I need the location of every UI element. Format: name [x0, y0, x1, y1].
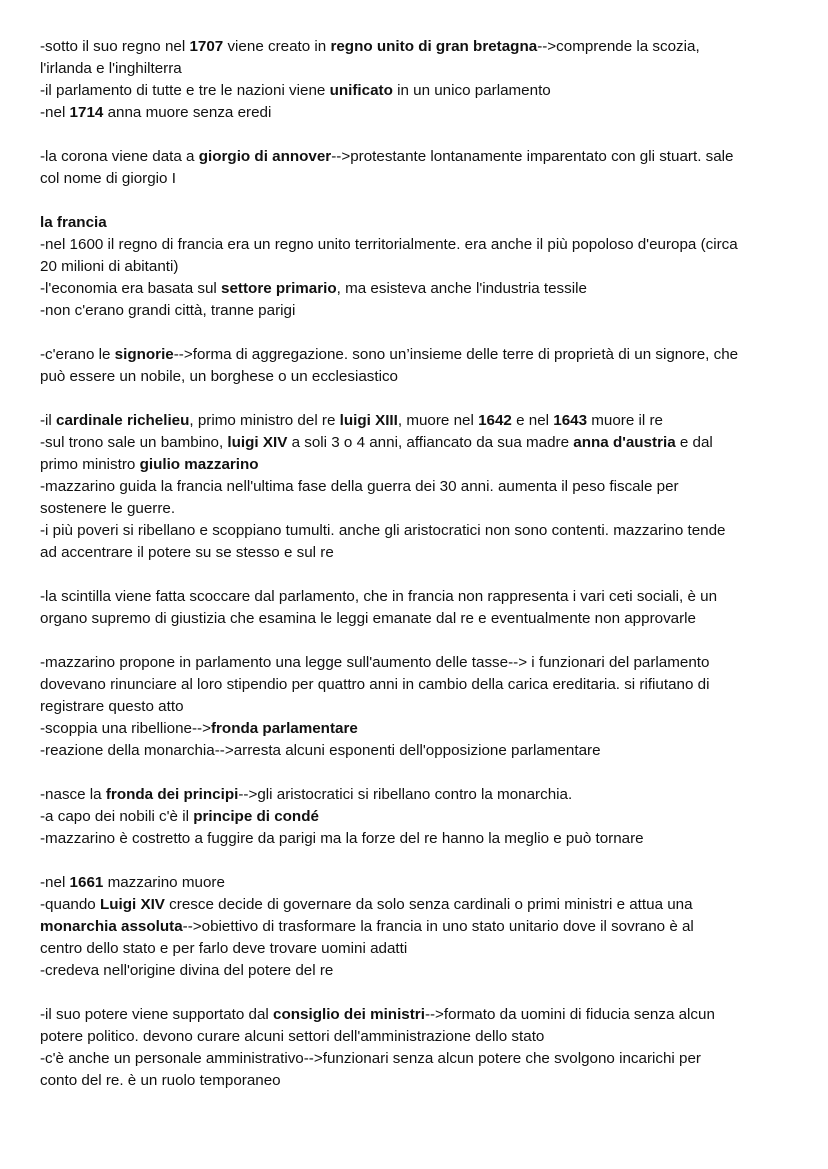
text-line [40, 256, 800, 278]
text-line [40, 894, 800, 916]
paragraph-gap [40, 124, 800, 146]
bold-text: Luigi XIV [99, 896, 165, 913]
text-line [40, 652, 800, 674]
text-run: viene creato in [223, 38, 331, 55]
bold-text: settore primario [221, 280, 337, 297]
text-run: ad accentrare il potere su se stesso e sul re [40, 544, 334, 561]
text-run: e dal [675, 434, 713, 451]
text-line [40, 718, 800, 740]
paragraph-gap [40, 982, 800, 1004]
text-run: -nasce la [40, 786, 106, 803]
text-run: , primo ministro del re [189, 412, 340, 429]
text-run: -mazzarino propone in parlamento una legge sull'aumento delle tasse--> i funzionari del parlamento [40, 654, 710, 671]
text-line [40, 740, 800, 762]
text-run: , ma esisteva anche l'industria tessile [336, 280, 587, 297]
text-line [40, 828, 800, 850]
bold-text: 1643 [553, 412, 588, 429]
paragraph [40, 586, 800, 630]
bold-text: luigi XIV [227, 434, 288, 451]
paragraph [40, 1004, 800, 1092]
text-line [40, 146, 800, 168]
text-run: -->comprende la scozia, [537, 38, 700, 55]
bold-text: signorie [114, 346, 174, 363]
bold-text: 1714 [69, 104, 104, 121]
text-line [40, 608, 800, 630]
text-run: , muore nel [397, 412, 479, 429]
text-line [40, 432, 800, 454]
text-run: in un unico parlamento [392, 82, 551, 99]
text-run: a soli 3 o 4 anni, affiancato da sua madre [287, 434, 574, 451]
text-run: mazzarino muore [103, 874, 225, 891]
text-line [40, 542, 800, 564]
text-run: -la scintilla viene fatta scoccare dal parlamento, che in francia non rappresenta i vari ceti sociali, è un [40, 588, 718, 605]
bold-text: cardinale richelieu [56, 412, 190, 429]
text-run: -->formato da uomini di fiducia senza alcun [424, 1006, 715, 1023]
text-run: -->protestante lontanamente imparentato con gli stuart. sale [331, 148, 734, 165]
paragraph [40, 212, 800, 322]
text-run: sostenere le guerre. [40, 500, 176, 517]
text-line [40, 168, 800, 190]
text-run: -nel 1600 il regno di francia era un regno unito territorialmente. era anche il più popoloso d'europa (circa [40, 236, 738, 253]
text-run: -non c'erano grandi città, tranne parigi [40, 302, 296, 319]
paragraph-gap [40, 630, 800, 652]
paragraph-gap [40, 564, 800, 586]
text-line [40, 520, 800, 542]
text-line [40, 960, 800, 982]
text-run: 20 milioni di abitanti) [40, 258, 179, 275]
text-line [40, 674, 800, 696]
text-run: centro dello stato e per farlo deve trovare uomini adatti [40, 940, 408, 957]
paragraph-gap [40, 322, 800, 344]
text-run: organo supremo di giustizia che esamina le leggi emanate dal re e eventualmente non approvarle [40, 610, 696, 627]
text-line [40, 80, 800, 102]
paragraph-gap [40, 388, 800, 410]
text-run: -->obiettivo di trasformare la francia in uno stato unitario dove il sovrano è al [182, 918, 694, 935]
paragraph [40, 146, 800, 190]
text-line [40, 872, 800, 894]
text-line [40, 1048, 800, 1070]
text-run: e nel [511, 412, 554, 429]
text-run: cresce decide di governare da solo senza cardinali o primi ministri e attua una [164, 896, 693, 913]
document-page [40, 36, 800, 1092]
text-run: -i più poveri si ribellano e scoppiano tumulti. anche gli aristocratici non sono contenti. mazzarino tende [40, 522, 726, 539]
text-run: -il suo potere viene supportato dal [40, 1006, 274, 1023]
text-run: può essere un nobile, un borghese o un ecclesiastico [40, 368, 398, 385]
text-run: -sotto il suo regno nel [40, 38, 190, 55]
bold-text: regno unito di gran bretagna [330, 38, 538, 55]
text-line [40, 1004, 800, 1026]
text-run: -quando [40, 896, 100, 913]
text-run: -il parlamento di tutte e tre le nazioni viene [40, 82, 330, 99]
bold-text: giorgio di annover [198, 148, 332, 165]
paragraph-gap [40, 190, 800, 212]
text-line [40, 696, 800, 718]
text-line [40, 410, 800, 432]
text-run: col nome di giorgio I [40, 170, 176, 187]
paragraph [40, 410, 800, 564]
text-line [40, 784, 800, 806]
text-run: -c'è anche un personale amministrativo-->funzionari senza alcun potere che svolgono incarichi per [40, 1050, 701, 1067]
bold-text: luigi XIII [339, 412, 398, 429]
text-run: -l'economia era basata sul [40, 280, 222, 297]
text-line [40, 1026, 800, 1048]
text-run: conto del re. è un ruolo temporaneo [40, 1072, 281, 1089]
bold-text: consiglio dei ministri [273, 1006, 425, 1023]
text-line [40, 454, 800, 476]
text-run: -mazzarino è costretto a fuggire da parigi ma la forze del re hanno la meglio e può tornare [40, 830, 644, 847]
bold-text: 1642 [478, 412, 512, 429]
text-run: potere politico. devono curare alcuni settori dell'amministrazione dello stato [40, 1028, 545, 1045]
text-line [40, 916, 800, 938]
paragraph [40, 36, 800, 124]
bold-text: monarchia assoluta [40, 918, 183, 935]
text-run: -nel [40, 874, 70, 891]
bold-text: principe di condé [193, 808, 319, 825]
bold-text: unificato [329, 82, 393, 99]
text-run: -nel [40, 104, 70, 121]
text-run: anna muore senza eredi [103, 104, 272, 121]
text-run: l'irlanda e l'inghilterra [40, 60, 182, 77]
text-line [40, 278, 800, 300]
paragraph-gap [40, 762, 800, 784]
paragraph [40, 784, 800, 850]
text-run: -mazzarino guida la francia nell'ultima fase della guerra dei 30 anni. aumenta il peso fiscale per [40, 478, 679, 495]
text-run: -reazione della monarchia-->arresta alcuni esponenti dell'opposizione parlamentare [40, 742, 601, 759]
paragraph-gap [40, 850, 800, 872]
text-line [40, 300, 800, 322]
text-run: -->gli aristocratici si ribellano contro la monarchia. [238, 786, 573, 803]
text-line [40, 806, 800, 828]
paragraph [40, 652, 800, 762]
text-line [40, 476, 800, 498]
text-run: -il [40, 412, 57, 429]
bold-text: 1707 [189, 38, 224, 55]
text-line [40, 366, 800, 388]
text-run: primo ministro [40, 456, 140, 473]
text-line [40, 102, 800, 124]
text-run: -->forma di aggregazione. sono un’insieme delle terre di proprietà di un signore, che [173, 346, 739, 363]
bold-text: giulio mazzarino [139, 456, 259, 473]
bold-text: fronda parlamentare [210, 720, 358, 737]
paragraph [40, 872, 800, 982]
text-run: -la corona viene data a [40, 148, 199, 165]
text-run: -scoppia una ribellione--> [40, 720, 211, 737]
text-run: -credeva nell'origine divina del potere del re [40, 962, 334, 979]
text-run: -a capo dei nobili c'è il [40, 808, 194, 825]
text-line [40, 234, 800, 256]
text-line [40, 498, 800, 520]
text-run: -sul trono sale un bambino, [40, 434, 228, 451]
text-run: registrare questo atto [40, 698, 184, 715]
paragraph [40, 344, 800, 388]
text-run: muore il re [587, 412, 664, 429]
text-line [40, 586, 800, 608]
text-line [40, 36, 800, 58]
bold-text: anna d'austria [573, 434, 676, 451]
bold-text: 1661 [69, 874, 104, 891]
text-line [40, 1070, 800, 1092]
text-line [40, 938, 800, 960]
text-run: dovevano rinunciare al loro stipendio per quattro anni in cambio della carica ereditaria. si rifiutano di [40, 676, 710, 693]
text-run: -c'erano le [40, 346, 115, 363]
text-line [40, 58, 800, 80]
bold-text: fronda dei principi [105, 786, 239, 803]
text-line [40, 212, 800, 234]
bold-text: la francia [40, 214, 107, 231]
text-line [40, 344, 800, 366]
